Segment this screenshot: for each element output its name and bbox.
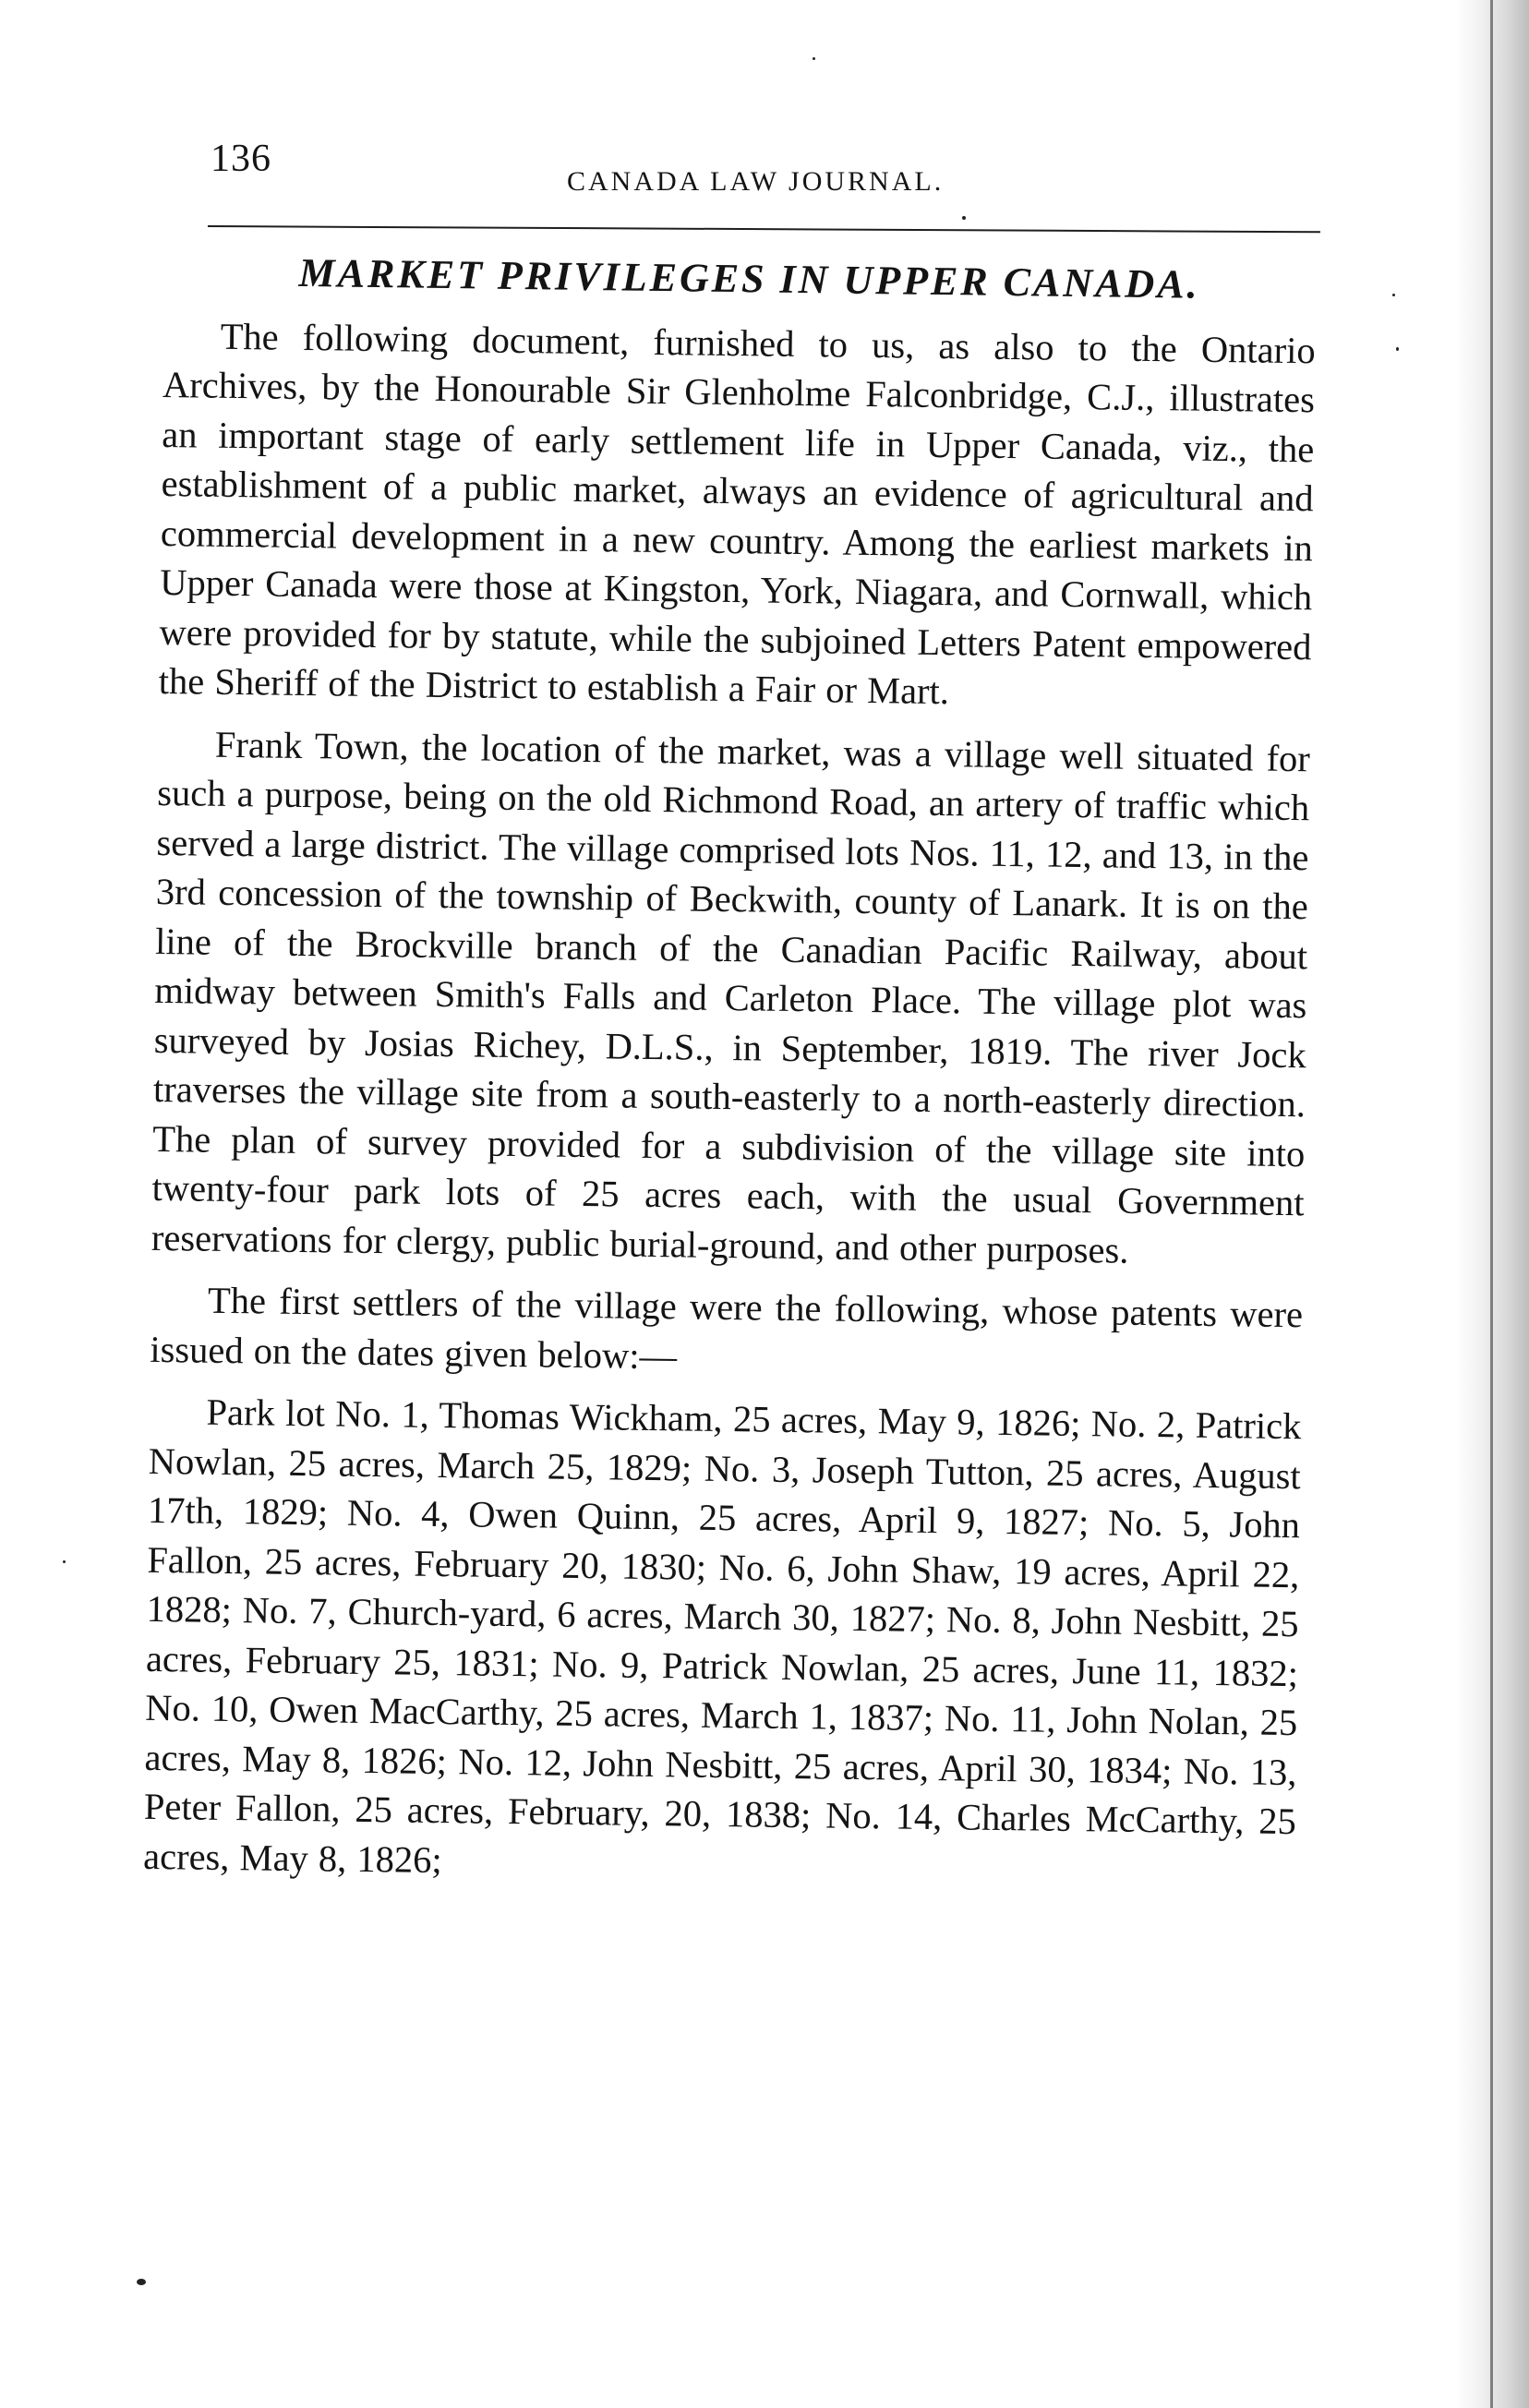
header-rule [208,225,1320,233]
paragraph-introduction: The following document, furnished to us, as also to the Ontario Archives, by the Honourable Sir Glenholme Falconbridge, C.J., illustrates an important stage of early settlement life in Upper Canada, viz., the establishment of a public market, always an evidence of agricultural and commercial development in a new country. Among the earliest markets in Upper Canada were those at Kingston, York, Niagara, and Cornwall, which were provided for by statute, while the subjoined Letters Patent empowered the Sheriff of the District to establish a Fair or Mart. [158,315,1316,713]
paragraph-park-lots: Park lot No. 1, Thomas Wickham, 25 acres, May 9, 1826; No. 2, Patrick Nowlan, 25 acres, March 25, 1829; No. 3, Joseph Tutton, 25 acres, August 17th, 1829; No. 4, Owen Quinn, 25 acres, April 9, 1827; No. 5, John Fallon, 25 acres, February 20, 1830; No. 6, John Shaw, 19 acres, April 22, 1828; No. 7, Church-yard, 6 acres, March 30, 1827; No. 8, John Nesbitt, 25 acres, February 25, 1831; No. 9, Patrick Nowlan, 25 acres, June 11, 1832; No. 10, Owen MacCarthy, 25 acres, March 1, 1837; No. 11, John Nolan, 25 acres, May 8, 1826; No. 12, John Nesbitt, 25 acres, April 30, 1834; No. 13, Peter Fallon, 25 acres, February, 20, 1838; No. 14, Charles McCarthy, 25 acres, May 8, 1826; [142,1391,1302,1881]
page-number: 136 [211,138,271,180]
running-header [211,129,1318,197]
article-body [143,247,1317,1908]
article-title: MARKET PRIVILEGES IN UPPER CANADA. [298,249,1200,307]
scanned-page-edge [1455,0,1529,2408]
journal-title: CANADA LAW JOURNAL. [567,166,945,197]
paragraph-first-settlers: The first settlers of the village were the following, whose patents were issued on the dates given below:— [150,1280,1304,1378]
paragraph-frank-town: Frank Town, the location of the market, was a village well situated for such a purpose, being on the old Richmond Road, an artery of traffic which served a large district. The village comprised lots Nos. 11, 12, and 13, in the 3rd concession of the township of Beckwith, county of Lanark. It is on the line of the Brockville branch of the Canadian Pacific Railway, about midway between Smith's Falls and Carleton Place. The village plot was surveyed by Josias Richey, D.L.S., in September, 1819. The river Jock traverses the village site from a south-easterly to a north-easterly direction. The plan of survey provided for a subdivision of the village site into twenty-four park lots of 25 acres each, with the usual Government reservations for clergy, public burial-ground, and other purposes. [150,723,1311,1271]
